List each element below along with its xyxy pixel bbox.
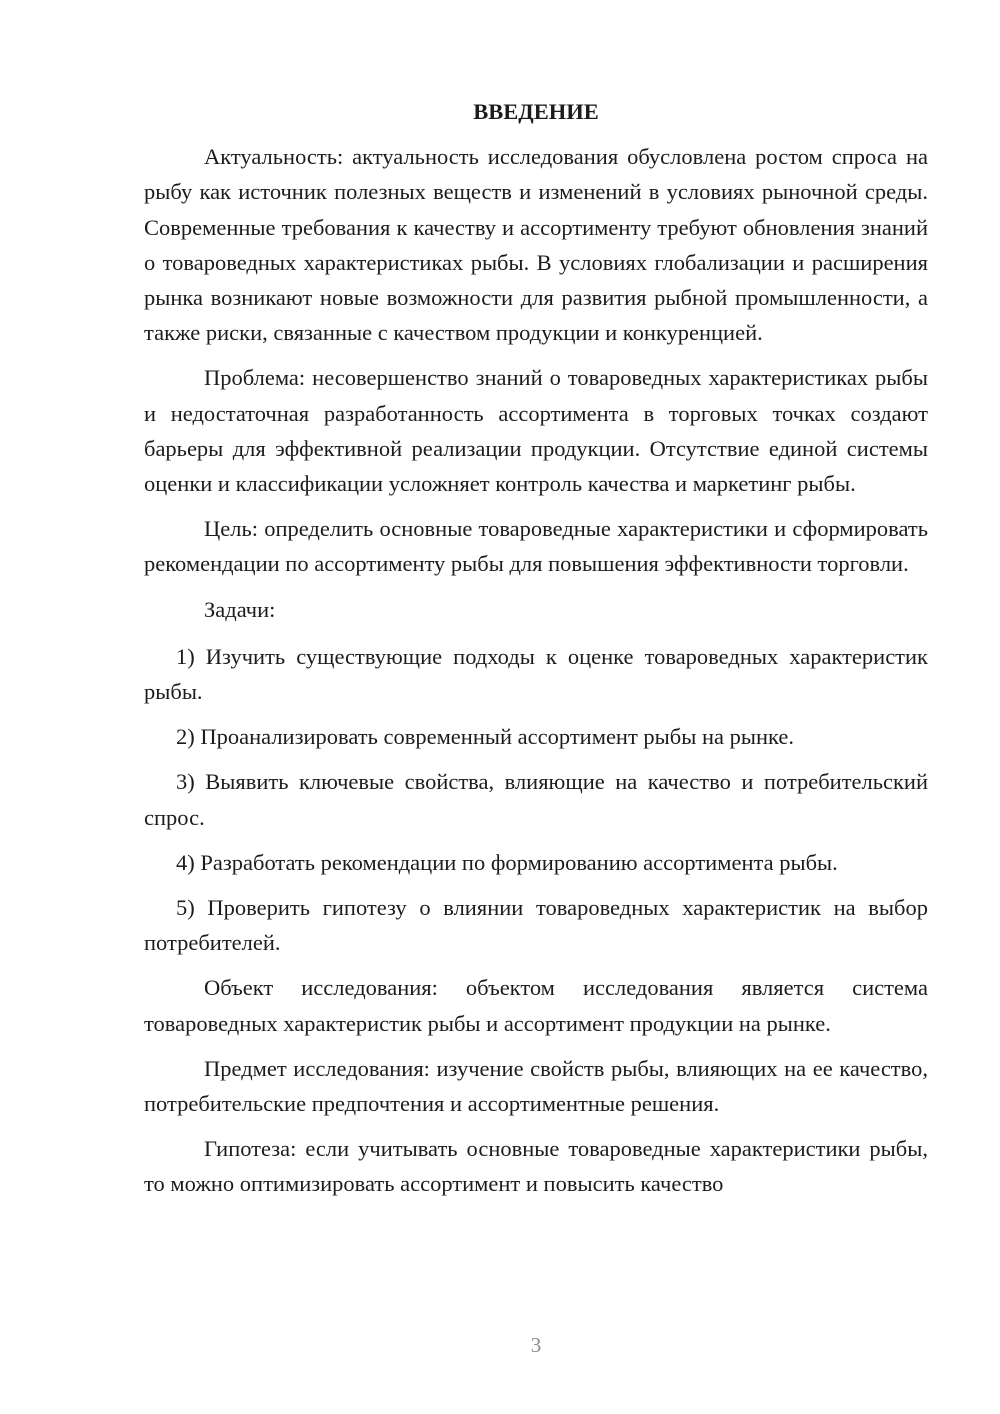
task-item-2: 2) Проанализировать современный ассортимент рыбы на рынке. bbox=[176, 724, 795, 750]
paragraph-object: Объект исследования: объектом исследования является система товароведных характеристик рыбы и ассортимент продукции на рынке. bbox=[144, 975, 928, 1036]
paragraph-relevance: Актуальность: актуальность исследования обусловлена ростом спроса на рыбу как источник полезных веществ и изменений в условиях рыночной среды. Современные требования к качеству и ассортименту требуют обновления знаний о товароведных характеристиках рыбы. В условиях глобализации и расширения рынка возникают новые возможности для развития рыбной промышленности, а также риски, связанные с качеством продукции и конкуренцией. bbox=[144, 144, 928, 346]
task-item-5: 5) Проверить гипотезу о влиянии товароведных характеристик на выбор потребителей. bbox=[144, 895, 928, 956]
task-item-3: 3) Выявить ключевые свойства, влияющие на качество и потребительский спрос. bbox=[144, 769, 928, 830]
task-item-1: 1) Изучить существующие подходы к оценке товароведных характеристик рыбы. bbox=[144, 643, 928, 705]
tasks-heading: Задачи: bbox=[204, 596, 276, 622]
page-number: 3 bbox=[530, 1333, 542, 1357]
task-item-4: 4) Разработать рекомендации по формированию ассортимента рыбы. bbox=[176, 849, 838, 875]
page-title: ВВЕДЕНИЕ bbox=[473, 99, 599, 124]
page-body bbox=[144, 94, 928, 1212]
paragraph-problem: Проблема: несовершенство знаний о товароведных характеристиках рыбы и недостаточная разработанность ассортимента в торговых точках создают барьеры для эффективной реализации продукции. Отсутствие единой системы оценки и классификации усложняет контроль качества и маркетинг рыбы. bbox=[144, 365, 928, 497]
paragraph-hypothesis: Гипотеза: если учитывать основные товароведные характеристики рыбы, то можно оптимизировать ассортимент и повысить качество bbox=[144, 1136, 928, 1197]
paragraph-goal: Цель: определить основные товароведные характеристики и сформировать рекомендации по ассортименту рыбы для повышения эффективности торговли. bbox=[144, 516, 928, 577]
paragraph-subject: Предмет исследования: изучение свойств рыбы, влияющих на ее качество, потребительские предпочтения и ассортиментные решения. bbox=[144, 1055, 928, 1117]
